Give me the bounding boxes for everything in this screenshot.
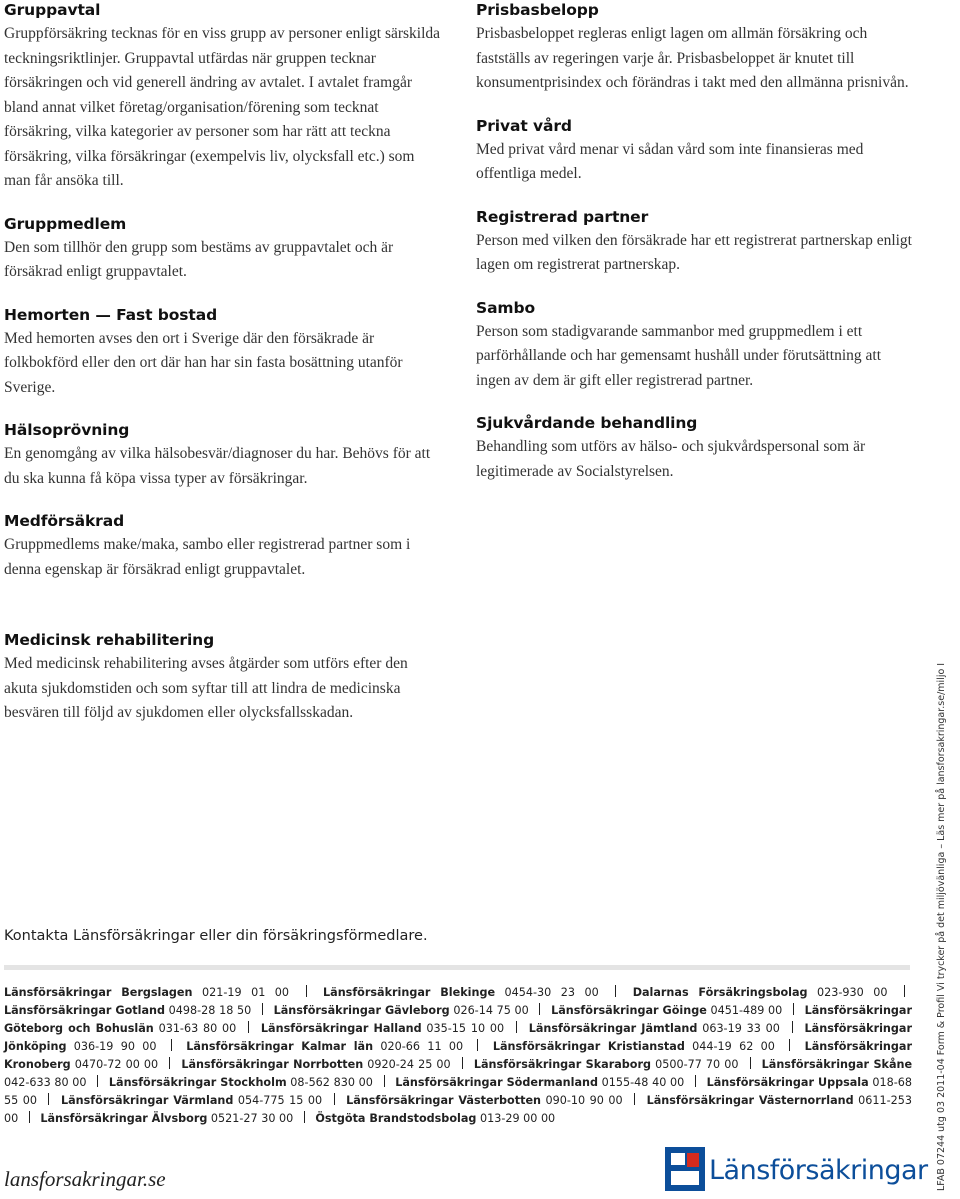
office-name: Länsförsäkringar Jönköping <box>4 1022 912 1053</box>
office-phone: 036-19 90 00 <box>73 1040 157 1053</box>
office-name: Länsförsäkringar Södermanland <box>395 1076 598 1089</box>
office-phone: 0611-253 00 <box>4 1094 912 1125</box>
office-phone: 08-562 830 00 <box>290 1076 373 1089</box>
definition-gruppmedlem <box>4 214 444 285</box>
separator <box>634 1093 635 1105</box>
separator <box>615 985 616 997</box>
definition-sjukvardande-behandling <box>476 413 916 484</box>
definition-text: Behandling som utförs av hälso- och sjukvårdspersonal som är legitimerade av Socialstyrelsen. <box>476 438 866 480</box>
office-name: Östgöta Brandstodsbolag <box>315 1112 477 1125</box>
office-name: Länsförsäkringar Skåne <box>761 1058 913 1071</box>
definition-text: Med medicinsk rehabilitering avses åtgärder som utförs efter den akuta sjukdomstiden och som syftar till att lindra de medicinska besvären till följd av sjukdomen eller olycksfallsskadan. <box>4 655 408 721</box>
office-entry <box>109 1076 373 1089</box>
definition-title: Privat vård <box>476 116 572 135</box>
office-list <box>4 984 912 1128</box>
office-entry <box>261 1022 504 1035</box>
office-name: Länsförsäkringar Norrbotten <box>181 1058 364 1071</box>
separator <box>171 1039 172 1051</box>
office-entry <box>346 1094 623 1107</box>
office-phone: 0470-72 00 00 <box>74 1058 159 1071</box>
office-phone: 0920-24 25 00 <box>367 1058 451 1071</box>
office-phone: 035-15 10 00 <box>426 1022 505 1035</box>
office-name: Länsförsäkringar Gävleborg <box>273 1004 450 1017</box>
definition-text: Gruppförsäkring tecknas för en viss grupp av personer enligt särskilda teckningsriktlinjer. Gruppavtal utfärdas när gruppen tecknar försäkringen och vid generell ändring av avtalet. I avtalet framgår bland annat vilket företag/organisation/förening som tecknat försäkring, vilka kategorier av personer som har rätt att teckna försäkring, vilka försäkringar (exempelvis liv, olycksfall etc.) som man får ansöka till. <box>4 25 441 189</box>
divider <box>4 965 910 970</box>
office-entry <box>274 1004 529 1017</box>
definition-text: Med hemorten avses den ort i Sverige där den försäkrade är folkbokförd eller den ort där han har sin fasta bosättning utanför Sverige. <box>4 329 403 396</box>
definition-gruppavtal <box>4 0 444 194</box>
definition-prisbasbelopp <box>476 0 916 96</box>
office-phone: 0521-27 30 00 <box>210 1112 294 1125</box>
office-phone: 0500-77 70 00 <box>655 1058 739 1071</box>
office-phone: 026-14 75 00 <box>453 1004 529 1017</box>
office-entry <box>474 1058 739 1071</box>
office-phone: 021-19 01 00 <box>201 986 290 999</box>
definition-title: Hemorten — Fast bostad <box>4 305 218 324</box>
office-phone: 0454-30 23 00 <box>504 986 599 999</box>
office-name: Länsförsäkringar Västerbotten <box>346 1094 541 1107</box>
separator <box>169 1057 170 1069</box>
definition-text: En genomgång av vilka hälsobesvär/diagnoser du har. Behövs för att du ska kunna få köpa vissa typer av försäkringar. <box>4 445 431 487</box>
office-entry <box>61 1094 322 1107</box>
office-phone: 063-19 33 00 <box>702 1022 780 1035</box>
office-name: Länsförsäkringar Älvsborg <box>40 1112 208 1125</box>
definition-halsoprovning <box>4 420 444 491</box>
separator <box>789 1039 790 1051</box>
separator <box>695 1075 696 1087</box>
office-entry <box>395 1076 684 1089</box>
office-phone: 090-10 90 00 <box>545 1094 623 1107</box>
company-logo <box>665 1147 928 1193</box>
separator <box>48 1093 49 1105</box>
contact-line: Kontakta Länsförsäkringar eller din försäkringsförmedlare. <box>4 928 428 944</box>
office-entry <box>633 986 888 999</box>
definition-title: Prisbasbelopp <box>476 1 599 19</box>
separator <box>248 1021 249 1033</box>
separator <box>462 1057 463 1069</box>
definition-text: Prisbasbeloppet regleras enligt lagen om allmän försäkring och fastställs av regeringen varje år. Prisbasbeloppet är knutet till konsumentprisindex och förändras i takt med den allmänna prisnivån. <box>476 25 909 91</box>
separator <box>29 1111 30 1123</box>
separator <box>97 1075 98 1087</box>
office-entry <box>529 1022 780 1035</box>
definition-sambo <box>476 298 916 394</box>
office-name: Länsförsäkringar Halland <box>260 1022 422 1035</box>
separator <box>792 1021 793 1033</box>
office-entry <box>323 986 599 999</box>
office-phone: 018-68 55 00 <box>4 1076 912 1107</box>
office-phone: 0155-48 40 00 <box>601 1076 685 1089</box>
separator <box>304 1111 305 1123</box>
definition-text: Den som tillhör den grupp som bestäms av gruppavtalet och är försäkrad enligt gruppavtalet. <box>4 238 394 280</box>
logo-wordmark: Länsförsäkringar <box>709 1155 928 1186</box>
office-entry <box>4 1004 251 1017</box>
separator <box>384 1075 385 1087</box>
separator <box>750 1057 751 1069</box>
definition-title: Registrerad partner <box>476 207 649 226</box>
office-name: Länsförsäkringar Göinge <box>551 1004 707 1017</box>
office-phone: 054-775 15 00 <box>237 1094 323 1107</box>
separator <box>904 985 905 997</box>
separator <box>793 1003 794 1015</box>
office-name: Dalarnas Försäkringsbolag <box>632 986 808 999</box>
office-phone: 020-66 11 00 <box>380 1040 464 1053</box>
definition-text: Med privat vård menar vi sådan vård som inte finansieras med offentliga medel. <box>476 140 864 182</box>
office-entry <box>40 1112 293 1125</box>
office-entry <box>186 1040 463 1053</box>
definition-text: Gruppmedlems make/maka, sambo eller registrerad partner som i denna egenskap är försäkrad enligt gruppavtalet. <box>4 536 411 578</box>
office-entry <box>551 1004 782 1017</box>
definition-title: Gruppmedlem <box>4 214 127 233</box>
office-phone: 044-19 62 00 <box>692 1040 775 1053</box>
definition-title: Gruppavtal <box>4 1 101 19</box>
office-name: Länsförsäkringar Gotland <box>4 1004 165 1017</box>
office-phone: 0451-489 00 <box>710 1004 783 1017</box>
separator <box>334 1093 335 1105</box>
definition-title: Medicinsk rehabilitering <box>4 631 215 649</box>
definition-registrerad-partner <box>476 207 916 278</box>
office-entry <box>493 1040 775 1053</box>
office-name: Länsförsäkringar Kronoberg <box>4 1040 912 1071</box>
office-phone: 042-633 80 00 <box>4 1076 87 1089</box>
office-phone: 0498-28 18 50 <box>168 1004 252 1017</box>
definition-privat-vard <box>476 116 916 187</box>
office-name: Länsförsäkringar Västernorrland <box>646 1094 854 1107</box>
office-name: Länsförsäkringar Kristianstad <box>492 1040 685 1053</box>
office-phone: 031-63 80 00 <box>158 1022 237 1035</box>
office-name: Länsförsäkringar Kalmar län <box>186 1040 374 1053</box>
office-name: Länsförsäkringar Göteborg och Bohuslän <box>4 1004 912 1035</box>
office-entry <box>4 986 289 999</box>
office-entry <box>181 1058 450 1071</box>
definition-title: Sambo <box>476 298 536 317</box>
logo-mark-icon <box>665 1147 705 1191</box>
separator <box>262 1003 263 1015</box>
office-entry <box>315 1112 555 1125</box>
definition-medicinsk-rehabilitering <box>4 630 444 726</box>
definition-title: Hälsoprövning <box>4 421 130 439</box>
separator <box>477 1039 478 1051</box>
office-name: Länsförsäkringar Bergslagen <box>4 986 193 999</box>
right-column <box>476 0 916 504</box>
definition-title: Medförsäkrad <box>4 512 125 530</box>
definition-medforsakrad <box>4 511 444 582</box>
office-phone: 013-29 00 00 <box>479 1112 556 1125</box>
definition-text: Person som stadigvarande sammanbor med gruppmedlem i ett parförhållande och har gemensamt hushåll under förutsättning att ingen av dem är gift eller registrerad partner. <box>476 322 882 389</box>
office-name: Länsförsäkringar Stockholm <box>108 1076 287 1089</box>
office-name: Länsförsäkringar Blekinge <box>323 986 496 999</box>
print-note: LFAB 07244 utg 03 2011-04 Form & Profil Vi trycker på det miljövänliga – Läs mer på lansforsakringar.se/miljo I <box>936 662 947 1191</box>
office-name: Länsförsäkringar Värmland <box>60 1094 234 1107</box>
definition-text: Person med vilken den försäkrade har ett registrerat partnerskap enligt lagen om registrerat partnerskap. <box>476 231 912 273</box>
separator <box>306 985 307 997</box>
definition-title: Sjukvårdande behandling <box>476 414 698 432</box>
website-link[interactable]: lansforsakringar.se <box>4 1167 166 1191</box>
office-name: Länsförsäkringar Jämtland <box>528 1022 698 1035</box>
left-column <box>4 0 444 602</box>
office-name: Länsförsäkringar Skaraborg <box>473 1058 651 1071</box>
definition-hemorten <box>4 305 444 401</box>
office-name: Länsförsäkringar Uppsala <box>706 1076 869 1089</box>
office-phone: 023-930 00 <box>817 986 888 999</box>
separator <box>539 1003 540 1015</box>
separator <box>516 1021 517 1033</box>
